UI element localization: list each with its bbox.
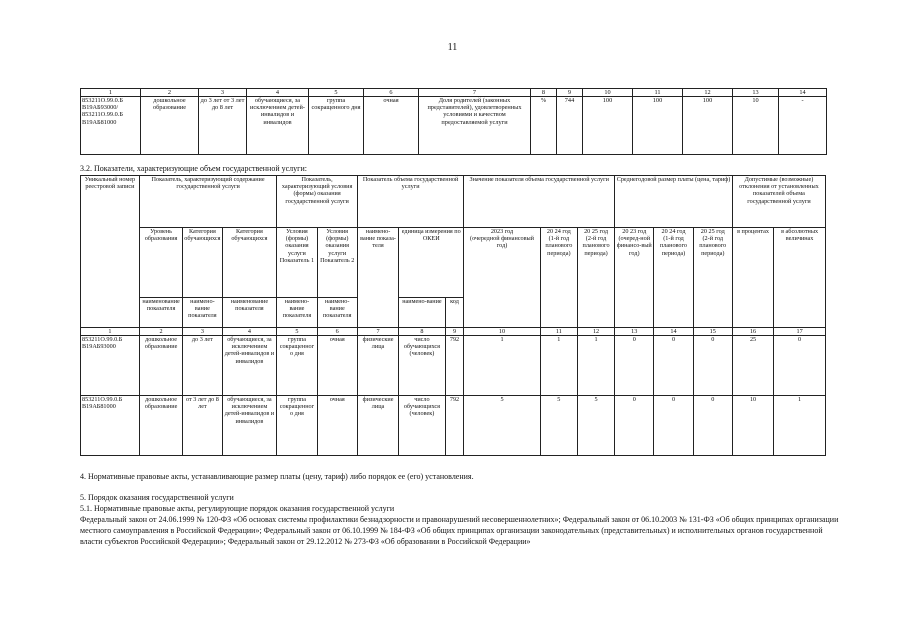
t2-num-cell-2: 2 [139,328,182,336]
header-2024-year: 20 24 год [546,228,571,235]
header-fee-2025-sub: (2-й год планового периода) [699,235,727,257]
header-2024-sub: (1-й год планового периода) [545,235,573,257]
t1-row-cell-5: группа сокращенного дня [309,97,364,155]
header-volume-name: наимено-вание показа-теля [357,228,398,328]
t2-row1-cell-13: 0 [615,336,654,396]
t2-row1-cell-4: обучающиеся, за исключением детей-инвалидов и инвалидов [222,336,277,396]
header-unit-name: наимено-вание [399,298,445,328]
t2-row1-cell-15: 0 [693,336,732,396]
section-4: 4. Нормативные правовые акты, устанавливающие размер платы (цену, тариф) либо порядок ее (его) установления. [80,472,474,481]
t2-row1-cell-12: 1 [577,336,614,396]
t1-head-cell-1: 1 [81,89,141,97]
header-volume: Показатель объема государственной услуги [357,176,463,228]
header-name-ind: наименование показателя [139,298,182,328]
header-2023 [464,228,540,328]
t2-row2-cell-5: группа сокращенного дня [277,396,317,456]
volume-indicators-table [80,175,826,456]
header-2025-year: 20 25 год [584,228,608,235]
header-2023-sub: (очередной финансовый год) [470,235,534,250]
t1-row-cell-8: % [531,97,557,155]
table-number-row [81,328,826,336]
t1-row-cell-7: Доля родителей (законных представителей), удовлетворенных условиями и качеством предоставляемой услуги [419,97,531,155]
header-absolute: в абсолютных величинах [774,228,826,328]
header-conditions: Показатель, характеризующий условия (формы) оказания государственной услуги [277,176,358,228]
t2-row2-cell-7: физические лица [357,396,398,456]
t2-row2-cell-8: число обучающихся (человек) [399,396,445,456]
t1-row-cell-11: 100 [633,97,683,155]
table-row [81,97,827,155]
header-fee-2024 [654,228,693,328]
t2-row2-cell-11: 5 [540,396,577,456]
t2-num-cell-3: 3 [183,328,222,336]
header-unique-number: Уникальный номер реестровой записи [81,176,140,328]
t2-num-cell-10: 10 [464,328,540,336]
t1-head-cell-13: 13 [733,89,779,97]
section-5-1: 5.1. Нормативные правовые акты, регулирующие порядок оказания государственной услуги [80,504,395,513]
header-unit [399,228,464,298]
page-number: 11 [447,42,458,53]
t1-row-cell-13: 10 [733,97,779,155]
t2-row1-cell-11: 1 [540,336,577,396]
t2-row2-cell-3: от 3 лет до 8 лет [183,396,222,456]
t2-num-cell-16: 16 [732,328,773,336]
t1-head-cell-3: 3 [199,89,247,97]
header-2024 [540,228,577,328]
t1-row-cell-6: очная [364,97,419,155]
t2-num-cell-9: 9 [445,328,464,336]
t2-row2-cell-12: 5 [577,396,614,456]
t1-head-cell-7: 7 [419,89,531,97]
header-fee-2025-year: 20 25 год [700,228,725,235]
table-row [81,396,826,456]
header-fee-2023-year: 20 23 год [622,228,647,235]
t2-row1-cell-9: 792 [445,336,464,396]
header-deviation: Допустимые (возможные) отклонения от установленных показателей объема государственной услуги [732,176,825,228]
header-level: Уровень образования [139,228,182,298]
header-cond2: Условия (формы) оказания услуги Показатель 2 [317,228,357,298]
header-name-ind4: наимено-вание показателя [277,298,317,328]
t2-row1-cell-14: 0 [654,336,693,396]
header-fee-2023 [615,228,654,328]
header-unit-code: код [445,298,464,328]
t1-row-cell-4: обучающиеся, за исключением детей-инвалидов и инвалидов [247,97,309,155]
t2-row1-cell-2: дошкольное образование [139,336,182,396]
t2-row1-cell-10: 1 [464,336,540,396]
t2-row1-cell-16: 25 [732,336,773,396]
t1-row-cell-14: - [779,97,827,155]
section-5: 5. Порядок оказания государственной услуги [80,493,234,502]
header-unit-title: единица измерения по ОКЕИ [401,228,461,243]
t1-head-cell-6: 6 [364,89,419,97]
t1-head-cell-10: 10 [583,89,633,97]
t2-row2-cell-6: очная [317,396,357,456]
t2-num-cell-14: 14 [654,328,693,336]
t1-row-cell-2: дошкольное образование [141,97,199,155]
t2-row2-cell-16: 10 [732,396,773,456]
header-name-ind2: наимено-вание показателя [183,298,222,328]
t2-num-cell-17: 17 [774,328,826,336]
t2-row1-cell-5: группа сокращенного дня [277,336,317,396]
t2-num-cell-12: 12 [577,328,614,336]
header-name-ind3: наименование показателя [222,298,277,328]
t1-head-cell-2: 2 [141,89,199,97]
t2-num-cell-8: 8 [399,328,445,336]
table-header-row [81,89,827,97]
t2-num-cell-7: 7 [357,328,398,336]
t1-row-cell-12: 100 [683,97,733,155]
t2-row1-cell-7: физические лица [357,336,398,396]
t1-head-cell-9: 9 [557,89,583,97]
t2-row2-cell-4: обучающиеся, за исключением детей-инвалидов и инвалидов [222,396,277,456]
header-2025-sub: (2-й год планового периода) [582,235,610,257]
header-percent: в процентах [732,228,773,328]
quality-indicators-table [80,88,827,155]
t2-row2-cell-2: дошкольное образование [139,396,182,456]
t2-row1-cell-8: число обучающихся (человек) [399,336,445,396]
t2-num-cell-11: 11 [540,328,577,336]
t2-row1-cell-1: 853211О.99.0.Б В19АБ93000 [81,336,140,396]
t1-row-cell-9: 744 [557,97,583,155]
header-cat-students: Категория обучающихся [183,228,222,298]
t1-head-cell-5: 5 [309,89,364,97]
t1-row-cell-3: до 3 лет от 3 лет до 8 лет [199,97,247,155]
header-categories: Категория обучающихся [222,228,277,298]
t2-num-cell-4: 4 [222,328,277,336]
t2-row2-cell-1: 853211О.99.0.Б В19АБ81000 [81,396,140,456]
section-3-2-title: 3.2. Показатели, характеризующие объем государственной услуги: [80,164,307,173]
t2-row2-cell-17: 1 [774,396,826,456]
header-2023-year: 2023 год [490,228,514,235]
t1-row-cell-10: 100 [583,97,633,155]
header-fee-2024-year: 20 24 год [661,228,686,235]
t1-row-cell-1: 853211О.99.0.Б В19АБ93000/ 853211О.99.0.Б В19АБ81000 [81,97,141,155]
header-content: Показатель, характеризующий содержание государственной услуги [139,176,276,228]
header-fee-2024-sub: (1-й год планового периода) [660,235,688,257]
t1-head-cell-14: 14 [779,89,827,97]
t2-row1-cell-3: до 3 лет [183,336,222,396]
t2-row1-cell-17: 0 [774,336,826,396]
header-fee-2023-sub: (очеред-ной финансо-вый год) [616,235,652,257]
header-fee-2025 [693,228,732,328]
table-row [81,336,826,396]
header-2025 [577,228,614,328]
t2-num-cell-1: 1 [81,328,140,336]
t1-head-cell-4: 4 [247,89,309,97]
header-name-ind5: наимено-вание показателя [317,298,357,328]
t2-row2-cell-15: 0 [693,396,732,456]
t2-num-cell-5: 5 [277,328,317,336]
law-text: Федеральный закон от 24.06.1999 № 120-ФЗ «Об основах системы профилактики безнадзорности и правонарушений несовершеннолетних»; Федеральный закон от 06.10.2003 № 131-ФЗ «Об общих принципах организации местного самоуправления в Российской Федерации»; Федеральный закон от 06.10.1999 № 184-ФЗ «Об общих принципах организации законодательных (представительных) и исполнительных органов государственной власти субъектов Российской Федерации»; Федеральный закон от 29.12.2012 № 273-ФЗ «Об образовании в Российской Федерации» [80,515,839,546]
header-values: Значение показателя объема государственной услуги [464,176,615,228]
t2-row1-cell-6: очная [317,336,357,396]
t1-head-cell-11: 11 [633,89,683,97]
t2-row2-cell-9: 792 [445,396,464,456]
header-cond1: Условия (формы) оказания услуги Показатель 1 [277,228,317,298]
t2-num-cell-15: 15 [693,328,732,336]
t2-row2-cell-10: 5 [464,396,540,456]
t1-head-cell-8: 8 [531,89,557,97]
t2-row2-cell-13: 0 [615,396,654,456]
t2-num-cell-6: 6 [317,328,357,336]
header-fee: Среднегодовой размер платы (цена, тариф) [615,176,733,228]
t1-head-cell-12: 12 [683,89,733,97]
t2-row2-cell-14: 0 [654,396,693,456]
t2-num-cell-13: 13 [615,328,654,336]
